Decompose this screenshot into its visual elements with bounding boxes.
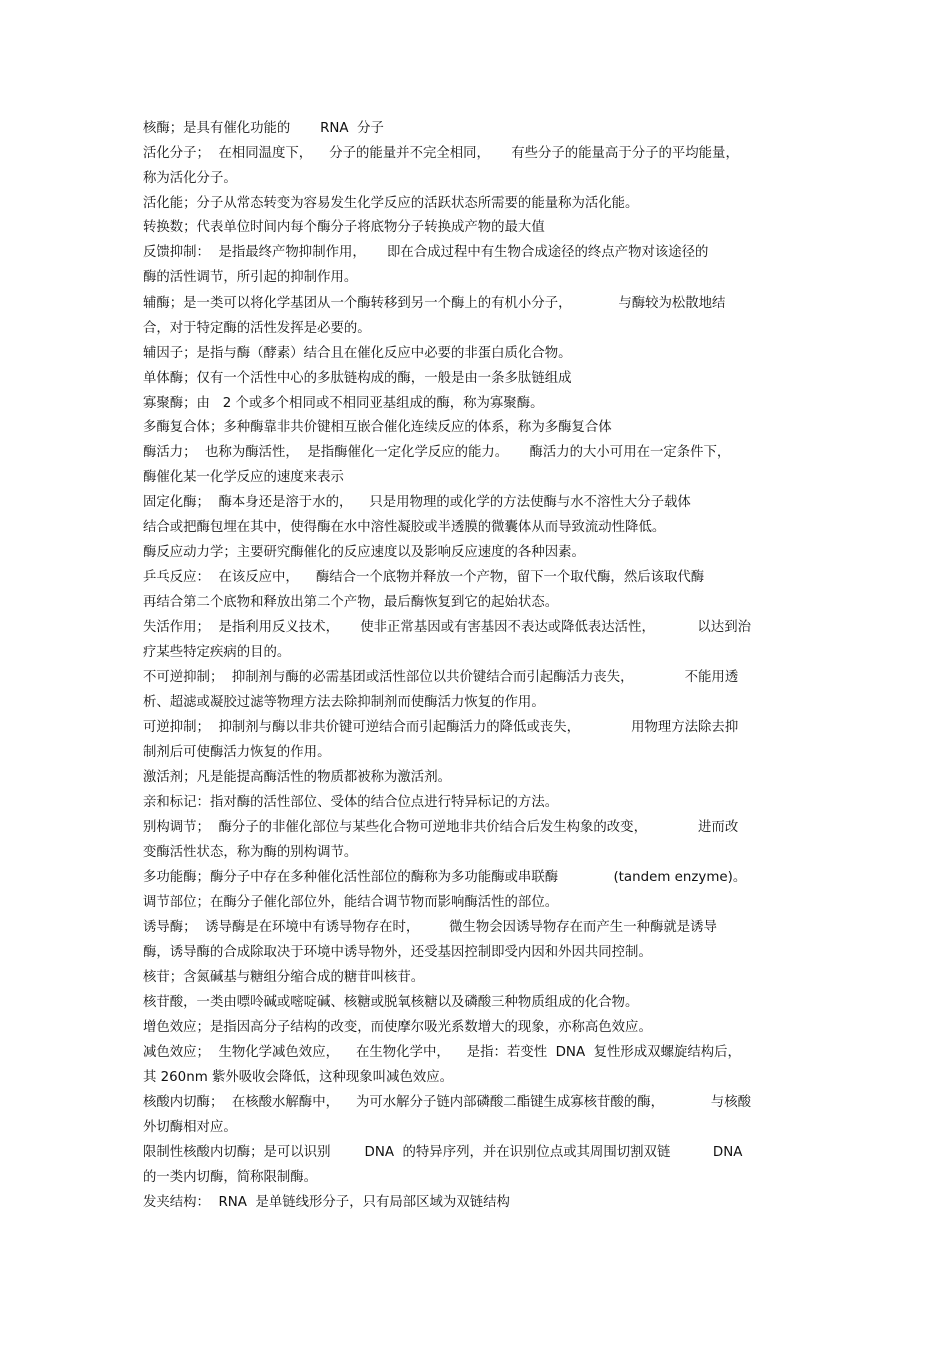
text-line: 结合或把酶包埋在其中，使得酶在水中溶性凝胶或半透膜的微囊体从而导致流动性降低。 [143, 520, 666, 535]
text-line: 反馈抑制： 是指最终产物抑制作用， 即在合成过程中有生物合成途径的终点产物对该途径的 [143, 245, 709, 260]
text-line: 称为活化分子。 [143, 171, 237, 186]
text-line: 其 260nm 紫外吸收会降低，这种现象叫减色效应。 [143, 1070, 454, 1085]
text-line: 寡聚酶；由 2 个或多个相同或不相同亚基组成的酶，称为寡聚酶。 [143, 396, 544, 411]
text-line: 限制性核酸内切酶；是可以识别 DNA 的特异序列，并在识别位点或其周围切割双链 DNA [143, 1145, 743, 1160]
text-line: 外切酶相对应。 [143, 1120, 237, 1135]
text-line: 减色效应； 生物化学减色效应， 在生物化学中， 是指：若变性 DNA 复性形成双螺旋结构后， [143, 1045, 741, 1060]
text-line: 核酶；是具有催化功能的 RNA 分子 [143, 121, 384, 136]
text-line: 再结合第二个底物和释放出第二个产物，最后酶恢复到它的起始状态。 [143, 595, 559, 610]
text-line: 酶反应动力学；主要研究酶催化的反应速度以及影响反应速度的各种因素。 [143, 545, 585, 560]
text-line: 调节部位；在酶分子催化部位外，能结合调节物而影响酶活性的部位。 [143, 895, 559, 910]
text-line: 酶，诱导酶的合成除取决于环境中诱导物外，还受基因控制即受内因和外因共同控制。 [143, 945, 652, 960]
text-line: 乒乓反应： 在该反应中， 酶结合一个底物并释放一个产物，留下一个取代酶，然后该取代酶 [143, 570, 705, 585]
text-line: 多酶复合体；多种酶靠非共价键相互嵌合催化连续反应的体系，称为多酶复合体 [143, 420, 612, 435]
text-line: 辅酶；是一类可以将化学基团从一个酶转移到另一个酶上的有机小分子， 与酶较为松散地结 [143, 296, 726, 311]
text-line: 失活作用； 是指利用反义技术， 使非正常基因或有害基因不表达或降低表达活性， 以达到治 [143, 620, 751, 635]
text-line: 活化能；分子从常态转变为容易发生化学反应的活跃状态所需要的能量称为活化能。 [143, 196, 639, 211]
text-line: 不可逆抑制； 抑制剂与酶的必需基团或活性部位以共价键结合而引起酶活力丧失， 不能用透 [143, 670, 739, 685]
text-line: 增色效应；是指因高分子结构的改变，而使摩尔吸光系数增大的现象，亦称高色效应。 [143, 1020, 652, 1035]
text-line: 转换数；代表单位时间内每个酶分子将底物分子转换成产物的最大值 [143, 220, 545, 235]
text-line: 激活剂；凡是能提高酶活性的物质都被称为激活剂。 [143, 770, 451, 785]
text-line: 析、超滤或凝胶过滤等物理方法去除抑制剂而使酶活力恢复的作用。 [143, 695, 545, 710]
text-line: 多功能酶；酶分子中存在多种催化活性部位的酶称为多功能酶或串联酶 (tandem enzyme)。 [143, 870, 747, 885]
text-line: 疗某些特定疾病的目的。 [143, 645, 291, 660]
text-line: 诱导酶； 诱导酶是在环境中有诱导物存在时， 微生物会因诱导物存在而产生一种酶就是诱导 [143, 920, 717, 935]
text-line: 核酸内切酶； 在核酸水解酶中， 为可水解分子链内部磷酸二酯键生成寡核苷酸的酶， 与核酸 [143, 1095, 751, 1110]
text-line: 活化分子； 在相同温度下， 分子的能量并不完全相同， 有些分子的能量高于分子的平均能量， [143, 146, 739, 161]
text-line: 制剂后可使酶活力恢复的作用。 [143, 745, 331, 760]
text-line: 固定化酶； 酶本身还是溶于水的， 只是用物理的或化学的方法使酶与水不溶性大分子载体 [143, 495, 691, 510]
text-line: 辅因子；是指与酶（酵素）结合且在催化反应中必要的非蛋白质化合物。 [143, 346, 572, 361]
text-line: 酶催化某一化学反应的速度来表示 [143, 470, 344, 485]
text-line: 亲和标记：指对酶的活性部位、受体的结合位点进行特异标记的方法。 [143, 795, 559, 810]
text-line: 单体酶；仅有一个活性中心的多肽链构成的酶，一般是由一条多肽链组成 [143, 371, 572, 386]
text-line: 核苷酸，一类由嘌呤碱或嘧啶碱、核糖或脱氧核糖以及磷酸三种物质组成的化合物。 [143, 995, 639, 1010]
text-line: 的一类内切酶，简称限制酶。 [143, 1170, 318, 1185]
text-line: 发夹结构： RNA 是单链线形分子，只有局部区域为双链结构 [143, 1195, 510, 1210]
text-line: 可逆抑制； 抑制剂与酶以非共价键可逆结合而引起酶活力的降低或丧失， 用物理方法除去抑 [143, 720, 739, 735]
text-line: 变酶活性状态，称为酶的别构调节。 [143, 845, 358, 860]
text-line: 合，对于特定酶的活性发挥是必要的。 [143, 321, 371, 336]
text-line: 别构调节； 酶分子的非催化部位与某些化合物可逆地非共价结合后发生构象的改变， 进而改 [143, 820, 739, 835]
text-line: 酶活力； 也称为酶活性， 是指酶催化一定化学反应的能力。 酶活力的大小可用在一定条件下， [143, 445, 731, 460]
text-line: 酶的活性调节，所引起的抑制作用。 [143, 270, 358, 285]
text-line: 核苷；含氮碱基与糖组分缩合成的糖苷叫核苷。 [143, 970, 425, 985]
